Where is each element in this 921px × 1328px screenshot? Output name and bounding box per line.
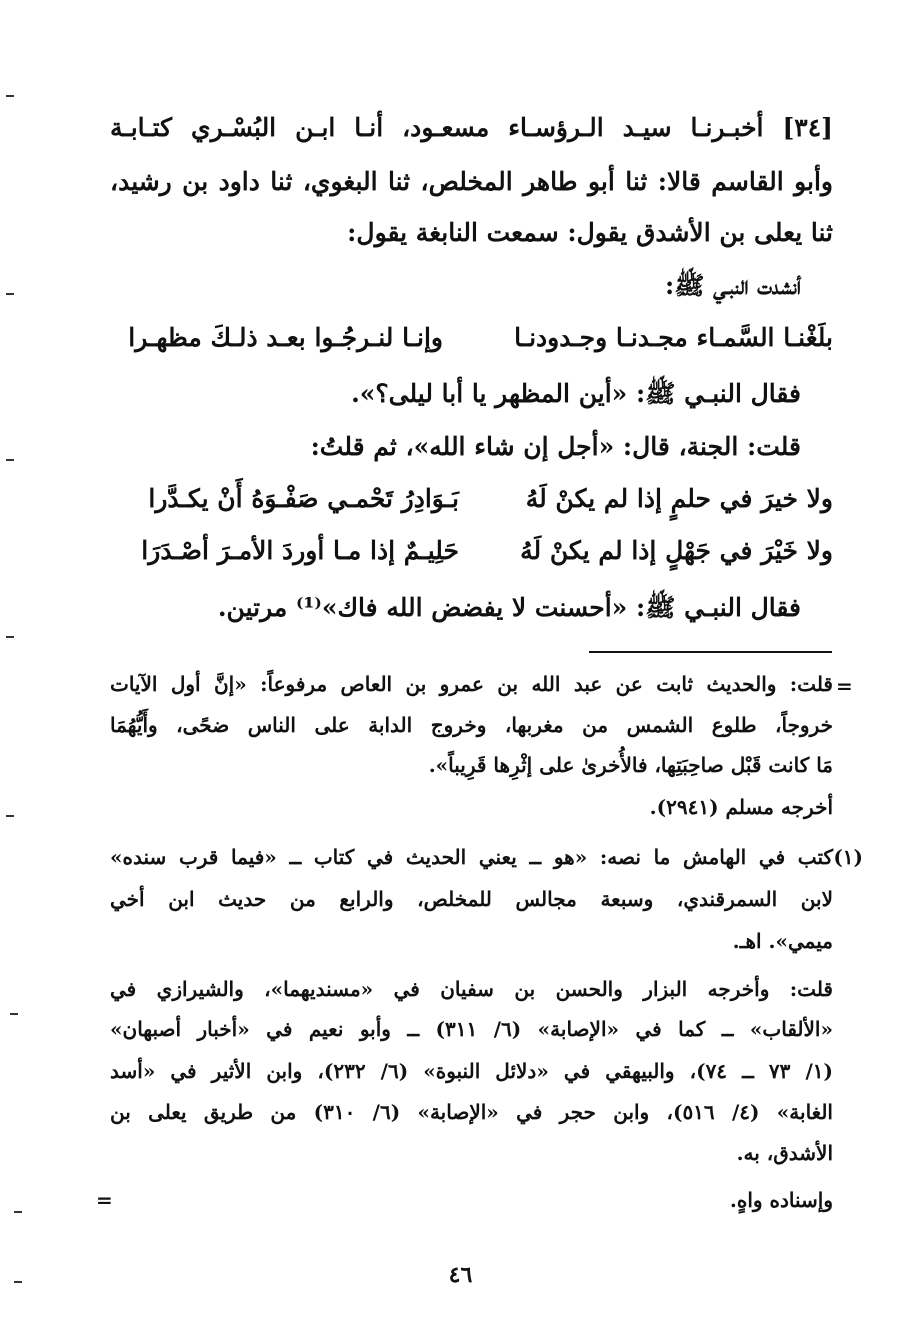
continuation-marker: =: [836, 674, 853, 698]
footnote-line: الغابة» (٤/ ٥١٦)، وابن حجر في «الإصابة» (٦/ ٣١٠) من طريق يعلى بن: [110, 1100, 833, 1124]
margin-mark: [10, 1013, 18, 1015]
page-number: ٤٦: [448, 1262, 473, 1288]
margin-mark: [6, 636, 14, 638]
footnote-line: خروجاً، طلوع الشمس من مغربها، وخروج الدابة على الناس ضحًى، وأَيُّهُمَا: [110, 713, 833, 737]
verse-hemistich-first: ولا خيرَ في حلمٍ إذا لم يكنْ لَهُ: [525, 484, 833, 513]
text-line: وأبو القاسم قالا: ثنا أبو طاهر المخلص، ثنا البغوي، ثنا داود بن رشيد،: [110, 167, 833, 196]
footnote-line: أخرجه مسلم (٢٩٤١).: [649, 795, 833, 819]
verse-hemistich-second: بَـوَادِرُ تَحْمـي صَفْـوَهُ أَنْ يكـدَّرا: [148, 484, 459, 513]
verse-hemistich-first: ولا خَيْرَ في جَهْلٍ إذا لم يكنْ لَهُ: [520, 536, 833, 565]
verse-hemistich-second: وإنـا لنـرجُـوا بعـد ذلـكَ مظهـرا: [128, 323, 443, 352]
footnote-line: ميمي». اهـ.: [732, 929, 833, 953]
footnote-line: قلت: وأخرجه البزار والحسن بن سفيان في «مسنديهما»، والشيرازي في: [110, 977, 833, 1001]
text-line: فقال النبـي ﷺ: «أين المظهر يا أبا ليلى؟».: [351, 379, 801, 408]
footnote-line: «الألقاب» ــ كما في «الإصابة» (٦/ ٣١١) ــ وأبو نعيم في «أخبار أصبهان»: [110, 1017, 833, 1041]
continuation-marker: =: [96, 1188, 113, 1212]
margin-mark: [6, 815, 14, 817]
text-line: قلت: الجنة، قال: «أجل إن شاء الله»، ثم قلتُ:: [310, 432, 801, 461]
text-line: ثنا يعلى بن الأشدق يقول: سمعت النابغة يقول:: [347, 218, 833, 247]
footnote-line: وإسناده واهٍ.: [729, 1188, 833, 1212]
margin-mark: [6, 95, 14, 97]
footnote-line: مَا كانت قَبْل صاحِبَتِها، فالأُخرىٰ على إثْرِها قَرِيباً».: [428, 753, 833, 777]
verse-hemistich-first: بلَغْنـا السَّمـاء مجـدنـا وجـدودنـا: [514, 323, 833, 352]
margin-mark: [6, 293, 14, 295]
footnote-line: (١/ ٧٣ ــ ٧٤)، والبيهقي في «دلائل النبوة» (٦/ ٢٣٢)، وابن الأثير في «أسد: [110, 1059, 833, 1083]
text-line: أنشدت النبـي ﷺ:: [665, 271, 801, 300]
footnote-line: كتب في الهامش ما نصه: «هو ــ يعني الحديث في كتاب ــ «فيما قرب سنده»: [110, 845, 833, 869]
verse-hemistich-second: حَلِيـمٌ إذا مـا أوردَ الأمـرَ أصْـدَرَا: [141, 536, 459, 565]
footnote-line: الأشدق، به.: [736, 1141, 833, 1165]
margin-mark: [14, 1211, 22, 1213]
footnote-line: لابن السمرقندي، وسبعة مجالس للمخلص، والرابع من حديث ابن أخي: [110, 887, 833, 911]
text-line: فقال النبـي ﷺ: «أحسنت لا يفضض الله فاك»⁽¹⁾ مرتين.: [217, 593, 801, 622]
footnote-number: (١): [833, 845, 863, 869]
margin-mark: [6, 459, 14, 461]
footnote-separator: [589, 651, 832, 653]
footnote-line: قلت: والحديث ثابت عن عبد الله بن عمرو بن العاص مرفوعاً: «إنَّ أول الآيات: [110, 672, 833, 696]
text-line: [٣٤] أخبـرنـا سيـد الـرؤسـاء مسعـود، أنـا ابـن البُسْـري كتـابـة: [110, 113, 833, 142]
